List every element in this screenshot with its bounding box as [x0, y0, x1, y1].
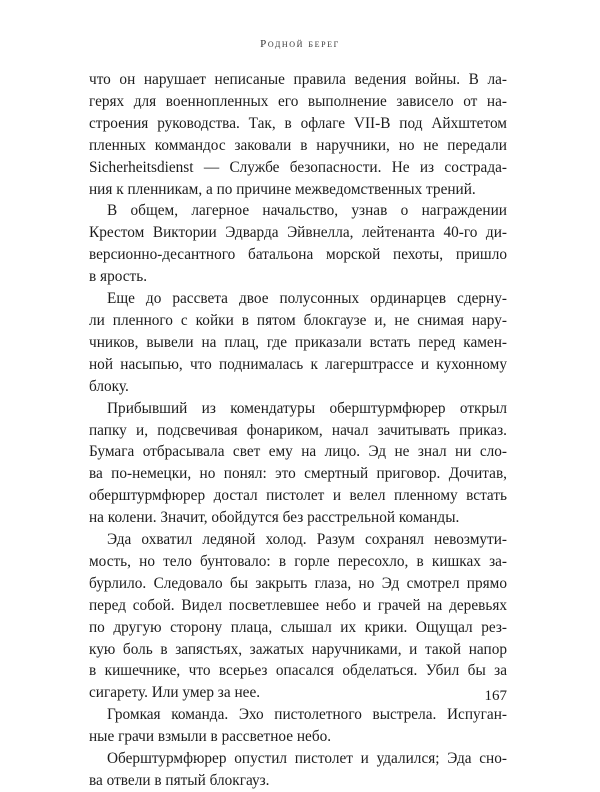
text-line: ли пленного с койки в пятом блокгаузе и, не снимая нару-: [89, 311, 507, 329]
text-line: блоку.: [89, 377, 129, 395]
text-line: Эда охватил ледяной холод. Разум сохранял невозмути-: [107, 531, 507, 549]
text-line: папку и, подсвечивая фонариком, начал зачитывать приказ.: [89, 421, 507, 439]
text-line: мость, но тело бунтовало: в горле пересохло, в кишках за-: [89, 552, 507, 570]
text-line: Sicherheitsdienst — Службе безопасности. Не из сострада-: [89, 158, 507, 176]
text-line: бурлило. Следовало бы закрыть глаза, но Эд смотрел прямо: [89, 574, 507, 592]
paragraph: [89, 398, 507, 529]
running-title: Родной берег: [260, 38, 340, 50]
text-line: ния к пленникам, а по причине межведомственных трений.: [89, 180, 476, 198]
text-line: оберштурмфюрер достал пистолет и велел пленному встать: [89, 487, 507, 505]
paragraph: [89, 748, 507, 792]
text-line: Бумага отбрасывала свет ему на лицо. Эд не знал ни сло-: [89, 443, 507, 461]
text-line: на колени. Значит, обойдутся без расстрельной команды.: [89, 509, 460, 527]
text-line: чников, вывели на плац, где приказали встать перед камен-: [89, 333, 507, 351]
paragraph: [89, 200, 507, 288]
text-line: Громкая команда. Эхо пистолетного выстрела. Испуган-: [107, 706, 507, 724]
text-line: версионно-десантного батальона морской пехоты, пришло: [89, 246, 507, 264]
page-number: 167: [484, 688, 507, 704]
text-line: ва отвели в пятый блокгауз.: [89, 772, 270, 789]
text-line: сигарету. Или умер за нее.: [89, 684, 261, 702]
text-line: ные грачи взмыли в рассветное небо.: [89, 728, 332, 746]
paragraph: [89, 704, 507, 748]
text-line: ной насыпью, что поднималась к лагерштрассе и кухонному: [89, 355, 507, 373]
text-line: по другую сторону плаца, слышал их крики. Ощущал рез-: [89, 618, 507, 636]
text-line: кую боль в запястьях, зажатых наручниками, и такой напор: [89, 640, 507, 658]
text-line: строения руководства. Так, в офлаге VII-B под Айхштетом: [89, 114, 507, 132]
text-line: ва по-немецки, но понял: это смертный приговор. Дочитав,: [89, 465, 507, 483]
text-line: Крестом Виктории Эдварда Эйвнелла, лейтенанта 40-го ди-: [89, 224, 507, 242]
text-line: Еще до рассвета двое полусонных ординарцев сдерну-: [107, 290, 507, 308]
paragraph: [89, 69, 507, 200]
text-line: что он нарушает неписаные правила ведения войны. В ла-: [89, 71, 507, 88]
paragraph: [89, 288, 507, 398]
text-line: пленных коммандос заковали в наручники, но не передали: [89, 136, 507, 154]
text-line: Прибывший из комендатуры оберштурмфюрер открыл: [107, 399, 507, 417]
text-line: в ярость.: [89, 268, 148, 286]
text-line: Оберштурмфюрер опустил пистолет и удалился; Эда сно-: [107, 750, 507, 768]
paragraph: [89, 529, 507, 704]
text-line: герях для военнопленных его выполнение зависело от на-: [89, 92, 507, 110]
text-line: В общем, лагерное начальство, узнав о награждении: [107, 202, 507, 220]
text-line: в кишечнике, что всерьез опасался обделаться. Убил бы за: [89, 662, 507, 680]
body-text: [89, 69, 507, 792]
text-line: перед собой. Видел посветлевшее небо и грачей на деревьях: [89, 596, 507, 614]
